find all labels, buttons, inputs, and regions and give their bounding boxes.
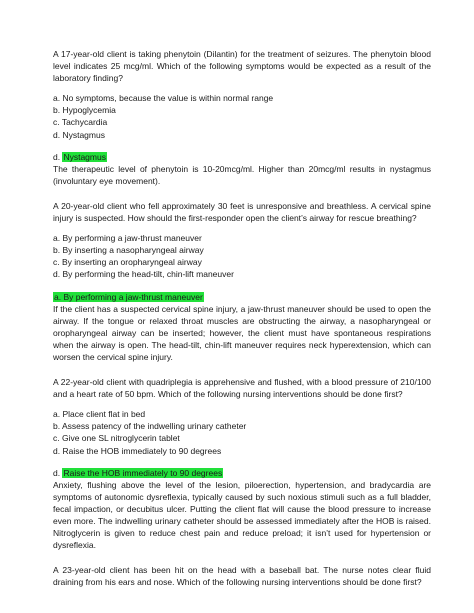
question-stem: A 23-year-old client has been hit on the head with a baseball bat. The nurse notes clear fluid draining from his ears and nose. Which of the following nursing interventions should be done first? (53, 565, 431, 588)
question-block-2 (53, 200, 431, 363)
answer-line (53, 291, 431, 303)
option-item: a. Place client flat in bed (53, 409, 146, 420)
option-item: a. No symptoms, because the value is within normal range (53, 93, 274, 104)
option-item: d. Raise the HOB immediately to 90 degrees (53, 445, 222, 456)
answer-explanation: The therapeutic level of phenytoin is 10-20mcg/ml. Higher than 20mcg/ml results in nystagmus (involuntary eye movement). (53, 163, 431, 186)
question-block-1 (53, 48, 431, 187)
option-item: d. Nystagmus (53, 129, 105, 140)
option-item: c. Tachycardia (53, 117, 108, 128)
question-block-4 (53, 564, 431, 588)
document-page (53, 48, 431, 588)
option-list (53, 408, 431, 456)
option-item: c. Give one SL nitroglycerin tablet (53, 433, 180, 444)
question-stem: A 17-year-old client is taking phenytoin (Dilantin) for the treatment of seizures. The phenytoin blood level indicates 25 mcg/ml. Which of the following symptoms would be expected as a result of the laboratory finding? (53, 49, 431, 84)
answer-line (53, 151, 431, 163)
answer-highlight: Raise the HOB immediately to 90 degrees (63, 467, 223, 478)
option-item: b. Assess patency of the indwelling urinary catheter (53, 421, 247, 432)
option-list (53, 232, 431, 280)
answer-highlight: Nystagmus (63, 151, 106, 162)
question-stem: A 22-year-old client with quadriplegia is apprehensive and flushed, with a blood pressure of 210/100 and a heart rate of 50 bpm. Which of the following nursing interventions should be done first? (53, 377, 431, 400)
option-item: b. Hypoglycemia (53, 105, 116, 116)
answer-line (53, 467, 431, 479)
answer-highlight: a. By performing a jaw-thrust maneuver (54, 291, 203, 302)
option-item: a. By performing a jaw-thrust maneuver (53, 233, 202, 244)
answer-explanation: If the client has a suspected cervical spine injury, a jaw-thrust maneuver should be used to open the airway. If the tongue or relaxed throat muscles are obstructing the airway, a nasopharyngeal or oropharyngeal airway can be inserted; however, the client must have spontaneous respirations when the airway is open. The head-tilt, chin-lift maneuver requires neck hyperextension, which can worsen the cervical spine injury. (53, 303, 431, 362)
answer-prefix: d. (53, 151, 63, 162)
option-item: c. By inserting an oropharyngeal airway (53, 257, 202, 268)
answer-explanation: Anxiety, flushing above the level of the lesion, piloerection, hypertension, and bradycardia are symptoms of autonomic dysreflexia, typically caused by such noxious stimuli such as a full bladder, fecal impaction, or decubitus ulcer. Putting the client flat will cause the blood pressure to increase even more. The indwelling urinary catheter should be assessed immediately after the HOB is raised. Nitroglycerin is given to reduce chest pain and reduce preload; it isn’t used for hypertension or dysreflexia. (53, 479, 431, 551)
option-list (53, 92, 431, 140)
option-item: b. By inserting a nasopharyngeal airway (53, 245, 204, 256)
answer-prefix: d. (53, 467, 63, 478)
question-stem: A 20-year-old client who fell approximately 30 feet is unresponsive and breathless. A cervical spine injury is suspected. How should the first-responder open the client’s airway for rescue breathing? (53, 200, 431, 224)
option-item: d. By performing the head-tilt, chin-lift maneuver (53, 269, 234, 280)
question-block-3 (53, 376, 431, 551)
